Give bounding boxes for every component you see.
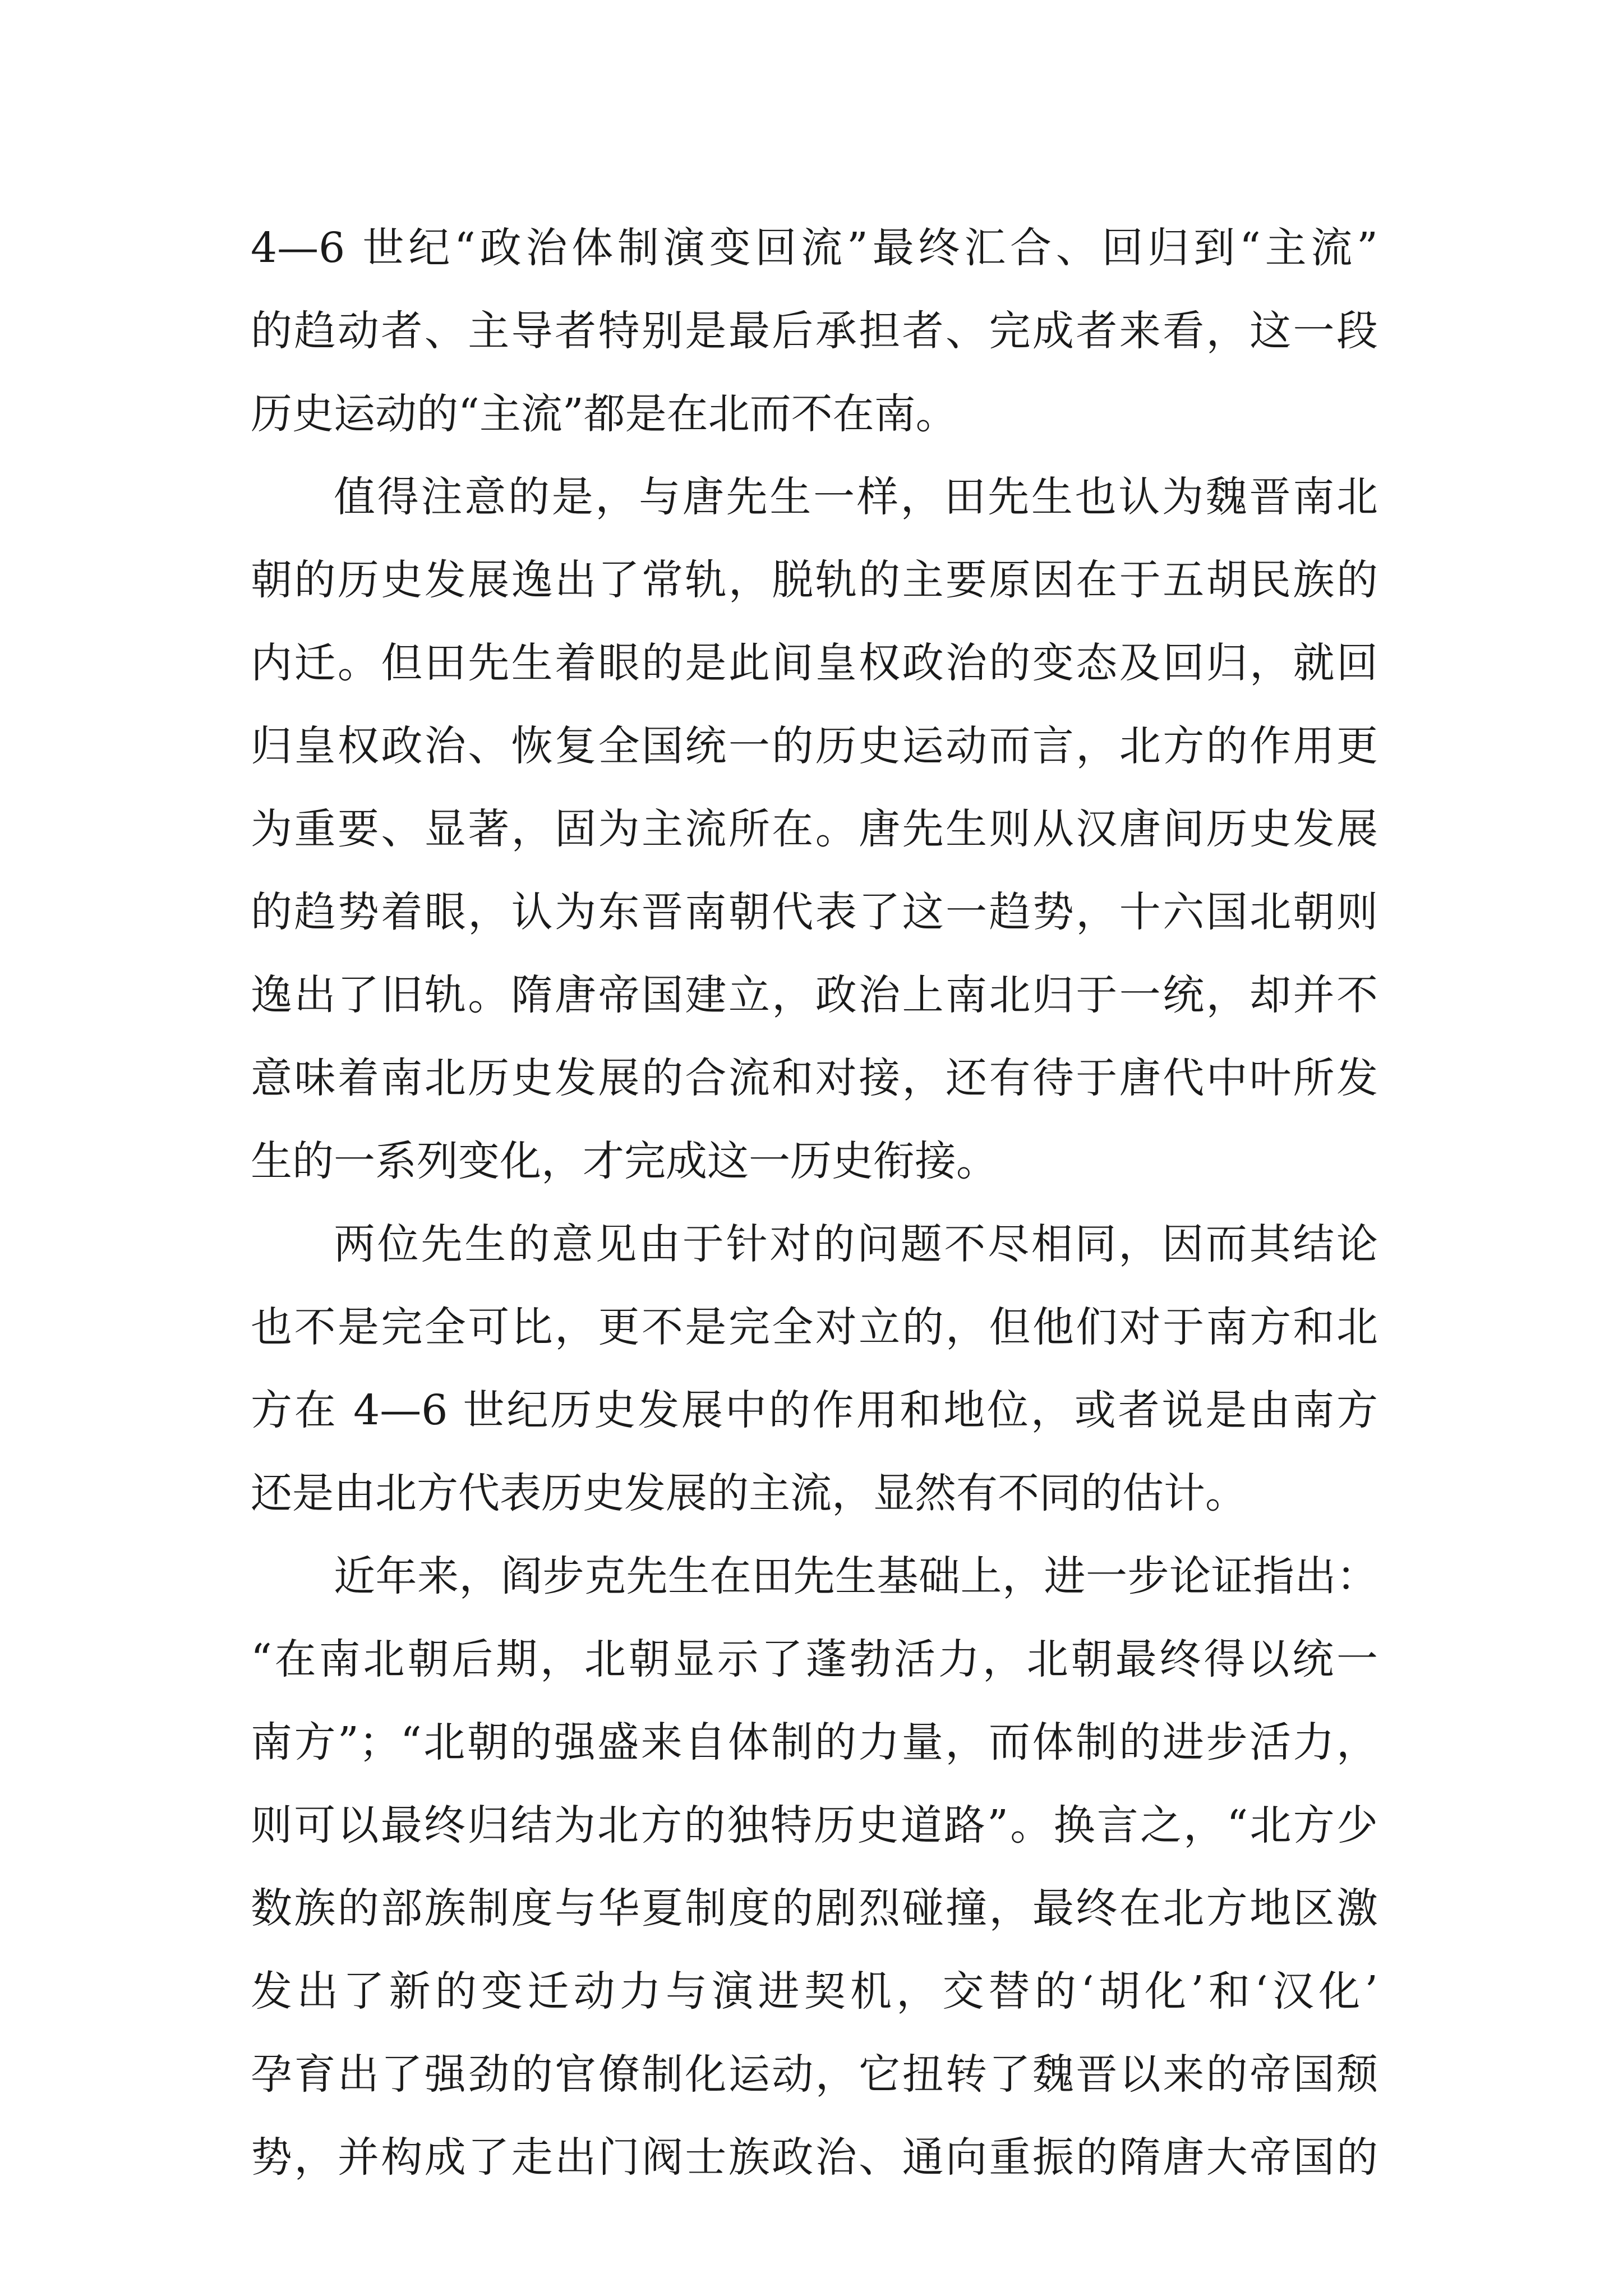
text-line-13: 两位先生的意见由于针对的问题不尽相同，因而其结论 bbox=[334, 1220, 1378, 1268]
text-line-1: 4—6 世纪“政治体制演变回流”最终汇合、回归到“主流” bbox=[251, 224, 1378, 272]
body-text bbox=[251, 206, 1378, 2199]
text-line-19: 南方”；“北朝的强盛来自体制的力量，而体制的进步活力， bbox=[251, 1718, 1378, 1766]
text-line-2: 的趋动者、主导者特别是最后承担者、完成者来看，这一段 bbox=[251, 307, 1378, 355]
text-line-15: 方在 4—6 世纪历史发展中的作用和地位，或者说是由南方 bbox=[251, 1386, 1378, 1434]
text-line-22: 发出了新的变迁动力与演进契机，交替的‘胡化’和‘汉化’ bbox=[251, 1967, 1378, 2016]
text-line-18: “在南北朝后期，北朝显示了蓬勃活力，北朝最终得以统一 bbox=[251, 1635, 1378, 1683]
text-line-14: 也不是完全可比，更不是完全对立的，但他们对于南方和北 bbox=[251, 1303, 1378, 1351]
text-line-3: 历史运动的“主流”都是在北而不在南。 bbox=[251, 390, 957, 438]
text-line-21: 数族的部族制度与华夏制度的剧烈碰撞，最终在北方地区激 bbox=[251, 1884, 1378, 1932]
text-line-20: 则可以最终归结为北方的独特历史道路”。换言之，“北方少 bbox=[251, 1801, 1378, 1849]
text-line-5: 朝的历史发展逸出了常轨，脱轨的主要原因在于五胡民族的 bbox=[251, 556, 1378, 604]
text-line-7: 归皇权政治、恢复全国统一的历史运动而言，北方的作用更 bbox=[251, 722, 1378, 770]
text-line-4: 值得注意的是，与唐先生一样，田先生也认为魏晋南北 bbox=[334, 473, 1378, 521]
text-line-11: 意味着南北历史发展的合流和对接，还有待于唐代中叶所发 bbox=[251, 1054, 1378, 1102]
text-line-16: 还是由北方代表历史发展的主流，显然有不同的估计。 bbox=[251, 1469, 1247, 1517]
text-line-23: 孕育出了强劲的官僚制化运动，它扭转了魏晋以来的帝国颓 bbox=[251, 2050, 1378, 2099]
text-line-8: 为重要、显著，固为主流所在。唐先生则从汉唐间历史发展 bbox=[251, 805, 1378, 853]
text-line-9: 的趋势着眼，认为东晋南朝代表了这一趋势，十六国北朝则 bbox=[251, 888, 1378, 936]
text-line-10: 逸出了旧轨。隋唐帝国建立，政治上南北归于一统，却并不 bbox=[251, 971, 1378, 1019]
text-line-6: 内迁。但田先生着眼的是此间皇权政治的变态及回归，就回 bbox=[251, 639, 1378, 687]
text-line-17: 近年来，阎步克先生在田先生基础上，进一步论证指出： bbox=[334, 1552, 1378, 1600]
text-line-24: 势，并构成了走出门阀士族政治、通向重振的隋唐大帝国的 bbox=[251, 2133, 1378, 2182]
text-line-12: 生的一系列变化，才完成这一历史衔接。 bbox=[251, 1137, 998, 1185]
